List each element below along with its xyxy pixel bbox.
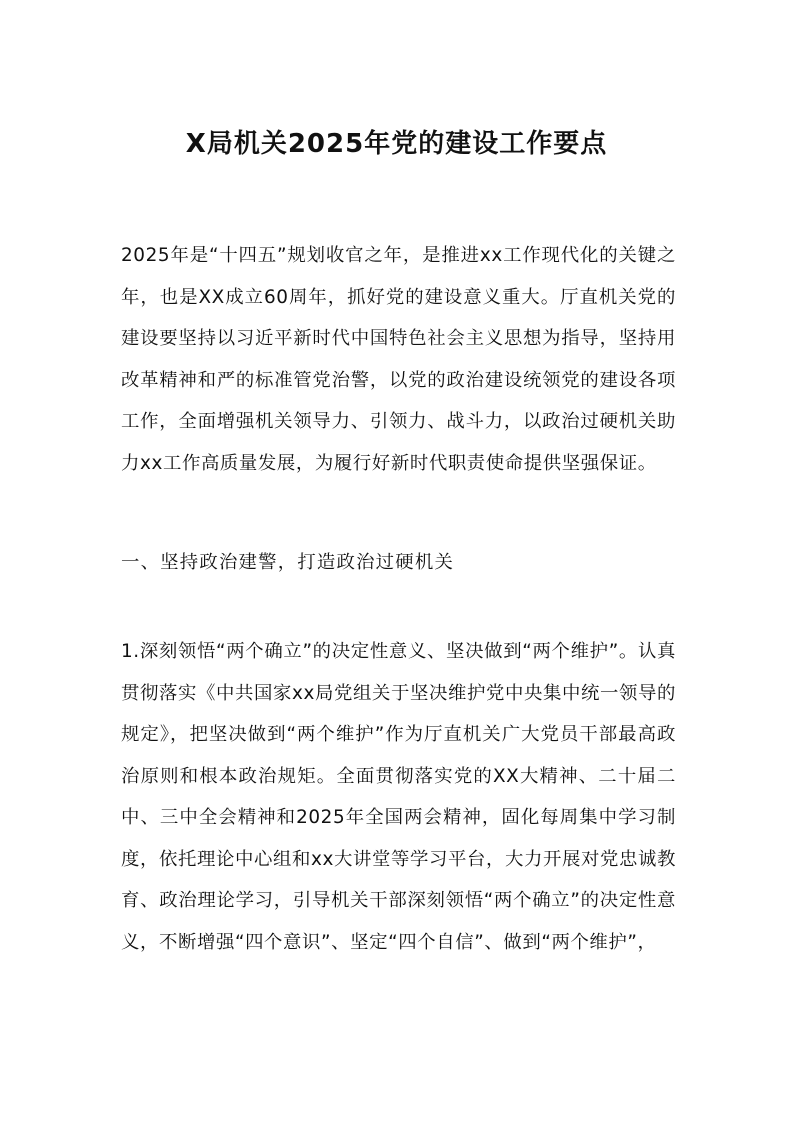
intro-paragraph: 2025年是“十四五”规划收官之年，是推进xx工作现代化的关键之年，也是XX成立60周年，抓好党的建设意义重大。厅直机关党的建设要坚持以习近平新时代中国特色社会主义思想为指导，坚持用改革精神和严的标准管党治警，以党的政治建设统领党的建设各项工作，全面增强机关领导力、引领力、战斗力，以政治过硬机关助力xx工作高质量发展，为履行好新时代职责使命提供坚强保证。: [121, 245, 676, 474]
section-item-paragraph: 1.深刻领悟“两个确立”的决定性意义、坚决做到“两个维护”。认真贯彻落实《中共国家xx局党组关于坚决维护党中央集中统一领导的规定》，把坚决做到“两个维护”作为厅直机关广大党员干部最高政治原则和根本政治规矩。全面贯彻落实党的XX大精神、二十届二中、三中全会精神和2025年全国两会精神，固化每周集中学习制度，依托理论中心组和xx大讲堂等学习平台，大力开展对党忠诚教育、政治理论学习，引导机关干部深刻领悟“两个确立”的决定性意义，不断增强“四个意识”、坚定“四个自信”、做到“两个维护”，: [121, 641, 676, 953]
section-heading: 一、坚持政治建警，打造政治过硬机关: [121, 552, 455, 573]
document-title: X局机关2025年党的建设工作要点: [185, 129, 608, 159]
